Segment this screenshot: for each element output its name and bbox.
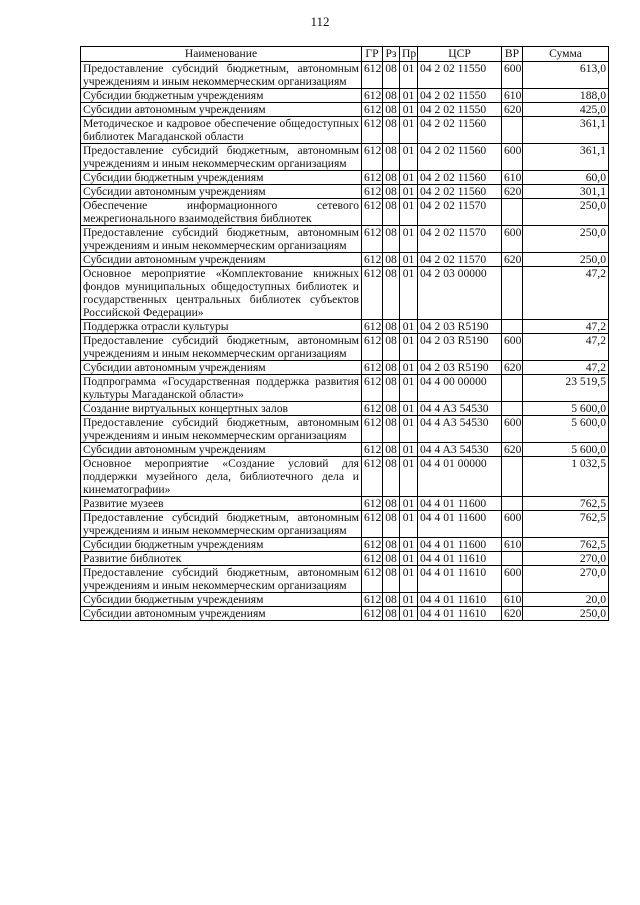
cell-sum: 47,2 [523, 267, 609, 320]
cell-gr: 612 [362, 552, 383, 566]
cell-vr: 600 [502, 334, 523, 361]
table-row [81, 607, 609, 621]
header-row [81, 47, 609, 62]
cell-sum: 762,5 [523, 538, 609, 552]
cell-csr: 04 2 02 11550 [418, 62, 502, 89]
cell-pr: 01 [400, 375, 418, 402]
cell-rz: 08 [383, 320, 400, 334]
cell-vr: 610 [502, 89, 523, 103]
cell-sum: 5 600,0 [523, 416, 609, 443]
cell-pr: 01 [400, 334, 418, 361]
cell-pr: 01 [400, 89, 418, 103]
header-pr: Пр [400, 47, 418, 62]
cell-vr [502, 552, 523, 566]
cell-pr: 01 [400, 593, 418, 607]
cell-rz: 08 [383, 89, 400, 103]
cell-gr: 612 [362, 334, 383, 361]
cell-rz: 08 [383, 103, 400, 117]
cell-vr: 600 [502, 226, 523, 253]
cell-gr: 612 [362, 457, 383, 497]
cell-gr: 612 [362, 171, 383, 185]
cell-csr: 04 4 00 00000 [418, 375, 502, 402]
cell-gr: 612 [362, 443, 383, 457]
cell-csr: 04 2 02 11570 [418, 199, 502, 226]
cell-gr: 612 [362, 199, 383, 226]
cell-sum: 60,0 [523, 171, 609, 185]
table-row [81, 443, 609, 457]
table-row [81, 538, 609, 552]
cell-pr: 01 [400, 457, 418, 497]
cell-pr: 01 [400, 185, 418, 199]
header-vr: ВР [502, 47, 523, 62]
table-row [81, 267, 609, 320]
cell-gr: 612 [362, 402, 383, 416]
table-row [81, 62, 609, 89]
cell-vr: 610 [502, 593, 523, 607]
table-row [81, 457, 609, 497]
cell-sum: 270,0 [523, 566, 609, 593]
cell-csr: 04 2 02 11560 [418, 185, 502, 199]
cell-gr: 612 [362, 416, 383, 443]
cell-pr: 01 [400, 538, 418, 552]
cell-rz: 08 [383, 443, 400, 457]
cell-pr: 01 [400, 103, 418, 117]
cell-rz: 08 [383, 361, 400, 375]
cell-name: Методическое и кадровое обеспечение общедоступных библиотек Магаданской области [81, 117, 362, 144]
cell-vr [502, 457, 523, 497]
table-header [81, 47, 609, 62]
table-row [81, 402, 609, 416]
cell-rz: 08 [383, 566, 400, 593]
cell-name: Предоставление субсидий бюджетным, автономным учреждениям и иным некоммерческим организациям [81, 416, 362, 443]
budget-table [80, 46, 609, 621]
cell-sum: 425,0 [523, 103, 609, 117]
table-row [81, 375, 609, 402]
cell-name: Развитие библиотек [81, 552, 362, 566]
cell-vr: 620 [502, 607, 523, 621]
cell-vr [502, 320, 523, 334]
table-row [81, 226, 609, 253]
cell-sum: 5 600,0 [523, 443, 609, 457]
cell-csr: 04 4 01 11600 [418, 511, 502, 538]
cell-vr: 610 [502, 171, 523, 185]
cell-gr: 612 [362, 566, 383, 593]
cell-name: Предоставление субсидий бюджетным, автономным учреждениям и иным некоммерческим организациям [81, 144, 362, 171]
cell-vr: 620 [502, 103, 523, 117]
cell-sum: 270,0 [523, 552, 609, 566]
cell-pr: 01 [400, 552, 418, 566]
cell-vr: 600 [502, 62, 523, 89]
cell-name: Создание виртуальных концертных залов [81, 402, 362, 416]
cell-rz: 08 [383, 171, 400, 185]
cell-vr: 620 [502, 443, 523, 457]
cell-csr: 04 4 01 00000 [418, 457, 502, 497]
cell-gr: 612 [362, 320, 383, 334]
table-row [81, 511, 609, 538]
cell-name: Субсидии автономным учреждениям [81, 443, 362, 457]
cell-pr: 01 [400, 226, 418, 253]
header-rz: Рз [383, 47, 400, 62]
cell-csr: 04 2 03 R5190 [418, 361, 502, 375]
cell-pr: 01 [400, 320, 418, 334]
cell-rz: 08 [383, 62, 400, 89]
cell-csr: 04 4 01 11600 [418, 497, 502, 511]
cell-rz: 08 [383, 199, 400, 226]
header-csr: ЦСР [418, 47, 502, 62]
cell-vr: 610 [502, 538, 523, 552]
cell-sum: 250,0 [523, 607, 609, 621]
cell-rz: 08 [383, 538, 400, 552]
cell-csr: 04 4 A3 54530 [418, 416, 502, 443]
cell-name: Субсидии бюджетным учреждениям [81, 89, 362, 103]
cell-rz: 08 [383, 497, 400, 511]
cell-name: Субсидии автономным учреждениям [81, 253, 362, 267]
cell-vr [502, 375, 523, 402]
cell-name: Предоставление субсидий бюджетным, автономным учреждениям и иным некоммерческим организациям [81, 226, 362, 253]
cell-rz: 08 [383, 226, 400, 253]
table-row [81, 117, 609, 144]
header-name: Наименование [81, 47, 362, 62]
cell-sum: 613,0 [523, 62, 609, 89]
table-body [81, 62, 609, 621]
cell-rz: 08 [383, 375, 400, 402]
cell-sum: 301,1 [523, 185, 609, 199]
cell-sum: 762,5 [523, 497, 609, 511]
cell-vr [502, 117, 523, 144]
cell-csr: 04 4 A3 54530 [418, 443, 502, 457]
cell-sum: 1 032,5 [523, 457, 609, 497]
cell-rz: 08 [383, 185, 400, 199]
table-row [81, 497, 609, 511]
cell-rz: 08 [383, 144, 400, 171]
cell-rz: 08 [383, 457, 400, 497]
table-row [81, 253, 609, 267]
cell-rz: 08 [383, 253, 400, 267]
cell-pr: 01 [400, 511, 418, 538]
cell-vr [502, 267, 523, 320]
cell-vr [502, 402, 523, 416]
table-row [81, 566, 609, 593]
cell-rz: 08 [383, 402, 400, 416]
table-row [81, 552, 609, 566]
cell-vr: 600 [502, 416, 523, 443]
cell-csr: 04 4 01 11610 [418, 566, 502, 593]
cell-sum: 47,2 [523, 320, 609, 334]
cell-sum: 361,1 [523, 117, 609, 144]
cell-vr: 620 [502, 185, 523, 199]
cell-gr: 612 [362, 144, 383, 171]
cell-rz: 08 [383, 117, 400, 144]
cell-pr: 01 [400, 171, 418, 185]
cell-csr: 04 2 02 11570 [418, 253, 502, 267]
cell-pr: 01 [400, 443, 418, 457]
cell-gr: 612 [362, 226, 383, 253]
cell-name: Субсидии бюджетным учреждениям [81, 593, 362, 607]
cell-csr: 04 4 01 11600 [418, 538, 502, 552]
cell-csr: 04 2 02 11550 [418, 89, 502, 103]
cell-csr: 04 2 03 00000 [418, 267, 502, 320]
cell-pr: 01 [400, 117, 418, 144]
cell-name: Субсидии автономным учреждениям [81, 185, 362, 199]
cell-rz: 08 [383, 511, 400, 538]
table-row [81, 593, 609, 607]
table-row [81, 334, 609, 361]
cell-name: Предоставление субсидий бюджетным, автономным учреждениям и иным некоммерческим организациям [81, 62, 362, 89]
cell-gr: 612 [362, 361, 383, 375]
cell-gr: 612 [362, 497, 383, 511]
cell-gr: 612 [362, 62, 383, 89]
cell-rz: 08 [383, 267, 400, 320]
cell-pr: 01 [400, 566, 418, 593]
cell-pr: 01 [400, 253, 418, 267]
cell-name: Развитие музеев [81, 497, 362, 511]
cell-rz: 08 [383, 593, 400, 607]
cell-gr: 612 [362, 89, 383, 103]
table-row [81, 171, 609, 185]
cell-sum: 47,2 [523, 361, 609, 375]
cell-vr: 600 [502, 144, 523, 171]
cell-gr: 612 [362, 267, 383, 320]
cell-vr: 600 [502, 566, 523, 593]
cell-name: Подпрограмма «Государственная поддержка развития культуры Магаданской области» [81, 375, 362, 402]
cell-pr: 01 [400, 402, 418, 416]
cell-gr: 612 [362, 117, 383, 144]
cell-gr: 612 [362, 538, 383, 552]
cell-vr: 620 [502, 361, 523, 375]
cell-rz: 08 [383, 334, 400, 361]
cell-name: Предоставление субсидий бюджетным, автономным учреждениям и иным некоммерческим организациям [81, 334, 362, 361]
table-row [81, 144, 609, 171]
cell-csr: 04 2 02 11560 [418, 171, 502, 185]
cell-csr: 04 2 02 11570 [418, 226, 502, 253]
cell-name: Основное мероприятие «Создание условий для поддержки музейного дела, библиотечного дела и кинематографии» [81, 457, 362, 497]
header-sum: Сумма [523, 47, 609, 62]
table-row [81, 103, 609, 117]
page-number: 112 [310, 14, 330, 29]
cell-sum: 250,0 [523, 253, 609, 267]
cell-sum: 47,2 [523, 334, 609, 361]
cell-sum: 250,0 [523, 226, 609, 253]
cell-sum: 188,0 [523, 89, 609, 103]
cell-csr: 04 2 02 11560 [418, 144, 502, 171]
cell-sum: 20,0 [523, 593, 609, 607]
cell-csr: 04 2 03 R5190 [418, 334, 502, 361]
cell-csr: 04 4 A3 54530 [418, 402, 502, 416]
cell-name: Обеспечение информационного сетевого межрегионального взаимодействия библиотек [81, 199, 362, 226]
cell-sum: 5 600,0 [523, 402, 609, 416]
cell-csr: 04 2 02 11550 [418, 103, 502, 117]
cell-pr: 01 [400, 361, 418, 375]
cell-pr: 01 [400, 144, 418, 171]
cell-gr: 612 [362, 185, 383, 199]
header-gr: ГР [362, 47, 383, 62]
cell-csr: 04 4 01 11610 [418, 607, 502, 621]
cell-pr: 01 [400, 607, 418, 621]
cell-csr: 04 2 03 R5190 [418, 320, 502, 334]
cell-gr: 612 [362, 253, 383, 267]
cell-pr: 01 [400, 497, 418, 511]
cell-sum: 250,0 [523, 199, 609, 226]
table-row [81, 89, 609, 103]
cell-name: Основное мероприятие «Комплектование книжных фондов муниципальных общедоступных библиотек и государственных центральных библиотек субъектов Российской Федерации» [81, 267, 362, 320]
cell-sum: 361,1 [523, 144, 609, 171]
cell-pr: 01 [400, 199, 418, 226]
cell-gr: 612 [362, 103, 383, 117]
cell-csr: 04 4 01 11610 [418, 593, 502, 607]
cell-csr: 04 2 02 11560 [418, 117, 502, 144]
cell-vr: 620 [502, 253, 523, 267]
cell-name: Предоставление субсидий бюджетным, автономным учреждениям и иным некоммерческим организациям [81, 566, 362, 593]
table-row [81, 185, 609, 199]
cell-sum: 762,5 [523, 511, 609, 538]
cell-rz: 08 [383, 552, 400, 566]
cell-csr: 04 4 01 11610 [418, 552, 502, 566]
cell-name: Поддержка отрасли культуры [81, 320, 362, 334]
cell-gr: 612 [362, 593, 383, 607]
cell-pr: 01 [400, 416, 418, 443]
table-row [81, 320, 609, 334]
cell-name: Субсидии автономным учреждениям [81, 361, 362, 375]
cell-gr: 612 [362, 607, 383, 621]
cell-name: Субсидии бюджетным учреждениям [81, 538, 362, 552]
cell-pr: 01 [400, 62, 418, 89]
cell-gr: 612 [362, 511, 383, 538]
cell-name: Субсидии автономным учреждениям [81, 607, 362, 621]
cell-name: Субсидии автономным учреждениям [81, 103, 362, 117]
cell-name: Предоставление субсидий бюджетным, автономным учреждениям и иным некоммерческим организациям [81, 511, 362, 538]
cell-gr: 612 [362, 375, 383, 402]
table-row [81, 416, 609, 443]
cell-rz: 08 [383, 607, 400, 621]
cell-vr: 600 [502, 511, 523, 538]
table-row [81, 361, 609, 375]
cell-name: Субсидии бюджетным учреждениям [81, 171, 362, 185]
cell-pr: 01 [400, 267, 418, 320]
cell-rz: 08 [383, 416, 400, 443]
cell-vr [502, 497, 523, 511]
table-row [81, 199, 609, 226]
cell-vr [502, 199, 523, 226]
cell-sum: 23 519,5 [523, 375, 609, 402]
